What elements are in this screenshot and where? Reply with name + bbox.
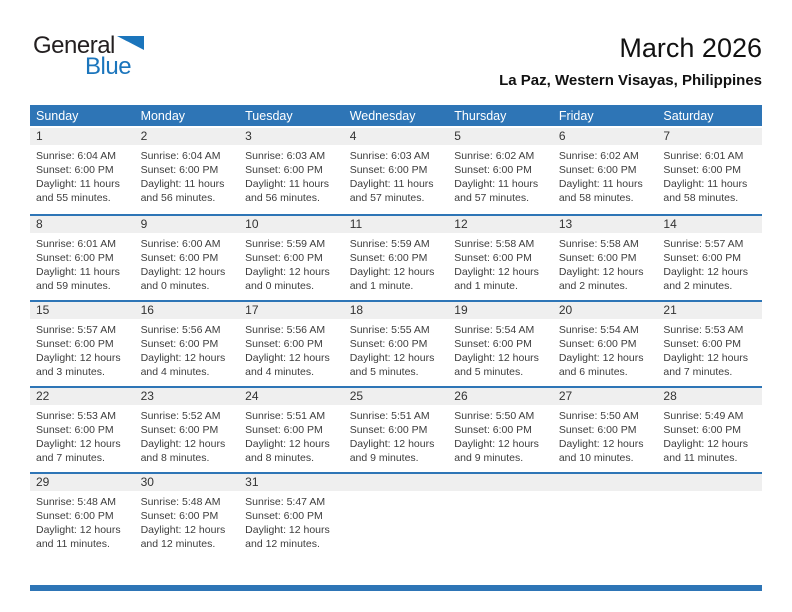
calendar-table (30, 105, 762, 558)
day-info (553, 233, 658, 293)
sunset-text: Sunset: 6:00 PM (36, 424, 114, 437)
sunset-text: Sunset: 6:00 PM (140, 510, 219, 523)
day-cell (657, 388, 762, 472)
daylight-text-line2: and 58 minutes. (558, 192, 634, 205)
day-number: 11 (344, 216, 449, 233)
day-info (448, 405, 553, 465)
daylight-text-line1: Daylight: 11 hours (245, 178, 329, 191)
day-info (344, 145, 449, 205)
day-cell-empty (657, 474, 762, 558)
day-info (344, 405, 449, 465)
day-number: 4 (344, 128, 449, 145)
weekday-header-friday: Friday (558, 108, 594, 123)
day-cell (135, 128, 240, 214)
daylight-text-line1: Daylight: 11 hours (140, 178, 225, 191)
day-number: 8 (30, 216, 135, 233)
day-number: 20 (553, 302, 658, 319)
day-number: 12 (448, 216, 553, 233)
daylight-text-line1: Daylight: 12 hours (558, 438, 644, 451)
day-info (135, 319, 240, 379)
sunrise-text: Sunrise: 5:50 AM (558, 410, 639, 422)
daylight-text-line1: Daylight: 11 hours (663, 178, 748, 191)
sunrise-text: Sunrise: 5:59 AM (349, 238, 430, 250)
day-cell (30, 474, 135, 558)
sunrise-text: Sunrise: 5:48 AM (140, 496, 221, 508)
sunset-text: Sunset: 6:00 PM (663, 424, 742, 437)
sunrise-text: Sunrise: 5:54 AM (454, 324, 535, 336)
daylight-text-line1: Daylight: 12 hours (558, 266, 644, 279)
day-cell (30, 216, 135, 300)
daylight-text-line2: and 6 minutes. (558, 366, 628, 379)
day-info (344, 233, 449, 293)
sunset-text: Sunset: 6:00 PM (140, 338, 219, 351)
day-number: 1 (30, 128, 135, 145)
footer-accent-bar (30, 585, 762, 591)
day-number: 22 (30, 388, 135, 405)
day-info (344, 491, 449, 495)
weekday-header-row (30, 105, 762, 126)
sunset-text: Sunset: 6:00 PM (140, 424, 219, 437)
daylight-text-line2: and 2 minutes. (558, 280, 628, 293)
daylight-text-line1: Daylight: 12 hours (245, 352, 330, 365)
day-info (30, 405, 135, 465)
daylight-text-line1: Daylight: 11 hours (36, 178, 120, 191)
sunrise-text: Sunrise: 6:01 AM (663, 150, 744, 162)
sunrise-text: Sunrise: 5:56 AM (140, 324, 221, 336)
week-row (30, 472, 762, 558)
week-row (30, 386, 762, 472)
day-number: 13 (553, 216, 658, 233)
daylight-text-line2: and 0 minutes. (245, 280, 315, 293)
daylight-text-line1: Daylight: 12 hours (36, 352, 121, 365)
sunset-text: Sunset: 6:00 PM (349, 164, 428, 177)
day-cell-empty (448, 474, 553, 558)
daylight-text-line2: and 57 minutes. (454, 192, 529, 205)
sunset-text: Sunset: 6:00 PM (140, 252, 219, 265)
day-cell (344, 128, 449, 214)
day-cell (239, 216, 344, 300)
daylight-text-line1: Daylight: 12 hours (36, 524, 121, 537)
day-number (553, 474, 658, 491)
daylight-text-line2: and 59 minutes. (36, 280, 111, 293)
sunset-text: Sunset: 6:00 PM (454, 252, 532, 265)
daylight-text-line2: and 4 minutes. (140, 366, 210, 379)
day-cell-empty (344, 474, 449, 558)
sunrise-text: Sunrise: 5:51 AM (349, 410, 430, 422)
day-info (553, 491, 658, 495)
day-info (239, 319, 344, 379)
sunrise-text: Sunrise: 5:54 AM (558, 324, 639, 336)
day-info (239, 145, 344, 205)
sunset-text: Sunset: 6:00 PM (454, 164, 532, 177)
sunrise-text: Sunrise: 6:02 AM (558, 150, 639, 162)
sunset-text: Sunset: 6:00 PM (558, 424, 637, 437)
day-number: 2 (135, 128, 240, 145)
weekday-header-thursday: Thursday (454, 108, 507, 123)
daylight-text-line1: Daylight: 11 hours (558, 178, 643, 191)
sunset-text: Sunset: 6:00 PM (36, 338, 114, 351)
day-info (553, 405, 658, 465)
logo-text-general: General (33, 32, 115, 59)
week-row (30, 300, 762, 386)
day-info (30, 145, 135, 205)
day-cell (553, 128, 658, 214)
sunrise-text: Sunrise: 6:01 AM (36, 238, 116, 250)
day-cell (135, 388, 240, 472)
daylight-text-line2: and 1 minute. (349, 280, 414, 293)
day-info (448, 319, 553, 379)
day-info (135, 405, 240, 465)
sunrise-text: Sunrise: 6:00 AM (140, 238, 221, 250)
day-info (657, 233, 762, 293)
daylight-text-line1: Daylight: 12 hours (454, 438, 539, 451)
sunset-text: Sunset: 6:00 PM (245, 338, 323, 351)
daylight-text-line2: and 2 minutes. (663, 280, 733, 293)
page-subtitle: La Paz, Western Visayas, Philippines (499, 71, 762, 89)
day-info (30, 319, 135, 379)
day-cell (448, 302, 553, 386)
day-info (135, 145, 240, 205)
daylight-text-line1: Daylight: 11 hours (36, 266, 120, 279)
day-cell (553, 216, 658, 300)
daylight-text-line1: Daylight: 11 hours (454, 178, 539, 191)
sunset-text: Sunset: 6:00 PM (558, 164, 637, 177)
daylight-text-line1: Daylight: 12 hours (140, 266, 226, 279)
day-cell-empty (553, 474, 658, 558)
daylight-text-line1: Daylight: 12 hours (558, 352, 644, 365)
day-info (553, 319, 658, 379)
daylight-text-line1: Daylight: 12 hours (454, 266, 539, 279)
daylight-text-line2: and 12 minutes. (140, 538, 216, 551)
day-info (448, 491, 553, 495)
sunset-text: Sunset: 6:00 PM (245, 510, 323, 523)
calendar-weeks (30, 128, 762, 558)
day-number: 21 (657, 302, 762, 319)
week-row (30, 128, 762, 214)
sunset-text: Sunset: 6:00 PM (36, 252, 114, 265)
day-info (135, 491, 240, 551)
daylight-text-line2: and 7 minutes. (36, 452, 105, 465)
day-number: 7 (657, 128, 762, 145)
sunrise-text: Sunrise: 5:57 AM (36, 324, 116, 336)
sunrise-text: Sunrise: 5:50 AM (454, 410, 535, 422)
weekday-header-monday: Monday (140, 108, 186, 123)
daylight-text-line2: and 9 minutes. (349, 452, 419, 465)
day-number: 18 (344, 302, 449, 319)
day-number: 26 (448, 388, 553, 405)
sunset-text: Sunset: 6:00 PM (245, 164, 323, 177)
daylight-text-line1: Daylight: 12 hours (245, 266, 330, 279)
day-number: 29 (30, 474, 135, 491)
week-row (30, 214, 762, 300)
sunrise-text: Sunrise: 5:58 AM (558, 238, 639, 250)
sunrise-text: Sunrise: 6:04 AM (140, 150, 221, 162)
day-cell (239, 128, 344, 214)
sunset-text: Sunset: 6:00 PM (349, 252, 428, 265)
day-number: 16 (135, 302, 240, 319)
daylight-text-line2: and 58 minutes. (663, 192, 739, 205)
sunset-text: Sunset: 6:00 PM (349, 424, 428, 437)
day-cell (30, 128, 135, 214)
daylight-text-line2: and 4 minutes. (245, 366, 315, 379)
page-title: March 2026 (619, 33, 762, 63)
day-number: 30 (135, 474, 240, 491)
day-number: 5 (448, 128, 553, 145)
day-cell (448, 128, 553, 214)
day-number: 25 (344, 388, 449, 405)
day-number: 15 (30, 302, 135, 319)
daylight-text-line1: Daylight: 12 hours (349, 438, 435, 451)
daylight-text-line1: Daylight: 12 hours (36, 438, 121, 451)
sunset-text: Sunset: 6:00 PM (140, 164, 219, 177)
day-info (448, 145, 553, 205)
daylight-text-line1: Daylight: 12 hours (663, 438, 749, 451)
sunrise-text: Sunrise: 5:53 AM (663, 324, 744, 336)
logo-text-blue: Blue (85, 53, 132, 80)
day-cell (448, 216, 553, 300)
day-number: 6 (553, 128, 658, 145)
daylight-text-line2: and 55 minutes. (36, 192, 111, 205)
day-cell (344, 388, 449, 472)
sunset-text: Sunset: 6:00 PM (36, 164, 114, 177)
sunrise-text: Sunrise: 5:52 AM (140, 410, 221, 422)
day-cell (657, 128, 762, 214)
daylight-text-line1: Daylight: 12 hours (140, 438, 226, 451)
day-info (657, 405, 762, 465)
day-info (448, 233, 553, 293)
daylight-text-line2: and 7 minutes. (663, 366, 733, 379)
day-number: 19 (448, 302, 553, 319)
daylight-text-line2: and 56 minutes. (140, 192, 216, 205)
sunrise-text: Sunrise: 5:53 AM (36, 410, 116, 422)
sunrise-text: Sunrise: 5:49 AM (663, 410, 744, 422)
day-number: 31 (239, 474, 344, 491)
day-cell (239, 474, 344, 558)
daylight-text-line1: Daylight: 12 hours (349, 266, 435, 279)
daylight-text-line1: Daylight: 12 hours (349, 352, 435, 365)
sunset-text: Sunset: 6:00 PM (36, 510, 114, 523)
day-cell (30, 302, 135, 386)
day-number (657, 474, 762, 491)
daylight-text-line2: and 56 minutes. (245, 192, 320, 205)
day-info (135, 233, 240, 293)
sunset-text: Sunset: 6:00 PM (558, 252, 637, 265)
day-info (657, 491, 762, 495)
daylight-text-line2: and 1 minute. (454, 280, 518, 293)
daylight-text-line1: Daylight: 12 hours (140, 524, 226, 537)
sunrise-text: Sunrise: 6:03 AM (245, 150, 326, 162)
day-info (657, 145, 762, 205)
day-number: 24 (239, 388, 344, 405)
day-cell (657, 302, 762, 386)
day-info (239, 233, 344, 293)
page-header (33, 34, 762, 94)
day-info (30, 491, 135, 551)
weekday-header-tuesday: Tuesday (245, 108, 293, 123)
sunset-text: Sunset: 6:00 PM (663, 164, 742, 177)
day-cell (344, 216, 449, 300)
day-info (239, 405, 344, 465)
daylight-text-line1: Daylight: 12 hours (245, 524, 330, 537)
daylight-text-line1: Daylight: 12 hours (454, 352, 539, 365)
day-cell (553, 388, 658, 472)
sunset-text: Sunset: 6:00 PM (349, 338, 428, 351)
sunrise-text: Sunrise: 6:03 AM (349, 150, 430, 162)
daylight-text-line1: Daylight: 12 hours (245, 438, 330, 451)
day-cell (239, 388, 344, 472)
weekday-header-wednesday: Wednesday (349, 108, 416, 123)
weekday-header-sunday: Sunday (36, 108, 79, 123)
day-cell (448, 388, 553, 472)
day-number: 17 (239, 302, 344, 319)
sunrise-text: Sunrise: 5:47 AM (245, 496, 326, 508)
daylight-text-line2: and 3 minutes. (36, 366, 105, 379)
sunrise-text: Sunrise: 5:55 AM (349, 324, 430, 336)
day-cell (553, 302, 658, 386)
day-info (30, 233, 135, 293)
day-cell (239, 302, 344, 386)
sunset-text: Sunset: 6:00 PM (454, 424, 532, 437)
sunset-text: Sunset: 6:00 PM (663, 252, 742, 265)
sunset-text: Sunset: 6:00 PM (663, 338, 742, 351)
daylight-text-line2: and 9 minutes. (454, 452, 524, 465)
daylight-text-line2: and 11 minutes. (36, 538, 110, 551)
day-number: 14 (657, 216, 762, 233)
daylight-text-line2: and 5 minutes. (349, 366, 419, 379)
daylight-text-line2: and 12 minutes. (245, 538, 320, 551)
daylight-text-line2: and 11 minutes. (663, 452, 738, 465)
sunset-text: Sunset: 6:00 PM (245, 252, 323, 265)
sunrise-text: Sunrise: 5:51 AM (245, 410, 326, 422)
sunset-text: Sunset: 6:00 PM (454, 338, 532, 351)
daylight-text-line2: and 0 minutes. (140, 280, 210, 293)
daylight-text-line2: and 5 minutes. (454, 366, 524, 379)
sunrise-text: Sunrise: 6:02 AM (454, 150, 535, 162)
daylight-text-line2: and 8 minutes. (245, 452, 315, 465)
daylight-text-line2: and 8 minutes. (140, 452, 210, 465)
day-number: 28 (657, 388, 762, 405)
generalblue-logo (33, 34, 183, 94)
daylight-text-line1: Daylight: 12 hours (663, 266, 749, 279)
daylight-text-line1: Daylight: 12 hours (140, 352, 226, 365)
sunset-text: Sunset: 6:00 PM (245, 424, 323, 437)
weekday-header-saturday: Saturday (663, 108, 714, 123)
day-number: 10 (239, 216, 344, 233)
day-cell (135, 216, 240, 300)
day-number: 9 (135, 216, 240, 233)
daylight-text-line1: Daylight: 11 hours (349, 178, 434, 191)
sunrise-text: Sunrise: 5:48 AM (36, 496, 116, 508)
day-number (344, 474, 449, 491)
day-number: 23 (135, 388, 240, 405)
day-info (657, 319, 762, 379)
daylight-text-line2: and 57 minutes. (349, 192, 425, 205)
day-info (553, 145, 658, 205)
day-number: 3 (239, 128, 344, 145)
day-cell (344, 302, 449, 386)
sunset-text: Sunset: 6:00 PM (558, 338, 637, 351)
day-info (344, 319, 449, 379)
sunrise-text: Sunrise: 5:57 AM (663, 238, 744, 250)
title-block (499, 34, 762, 89)
daylight-text-line2: and 10 minutes. (558, 452, 634, 465)
day-cell (657, 216, 762, 300)
sunrise-text: Sunrise: 5:56 AM (245, 324, 326, 336)
day-cell (30, 388, 135, 472)
sunrise-text: Sunrise: 5:59 AM (245, 238, 326, 250)
day-info (239, 491, 344, 551)
sunrise-text: Sunrise: 6:04 AM (36, 150, 116, 162)
day-cell (135, 474, 240, 558)
day-cell (135, 302, 240, 386)
day-number (448, 474, 553, 491)
daylight-text-line1: Daylight: 12 hours (663, 352, 749, 365)
day-number: 27 (553, 388, 658, 405)
sunrise-text: Sunrise: 5:58 AM (454, 238, 535, 250)
